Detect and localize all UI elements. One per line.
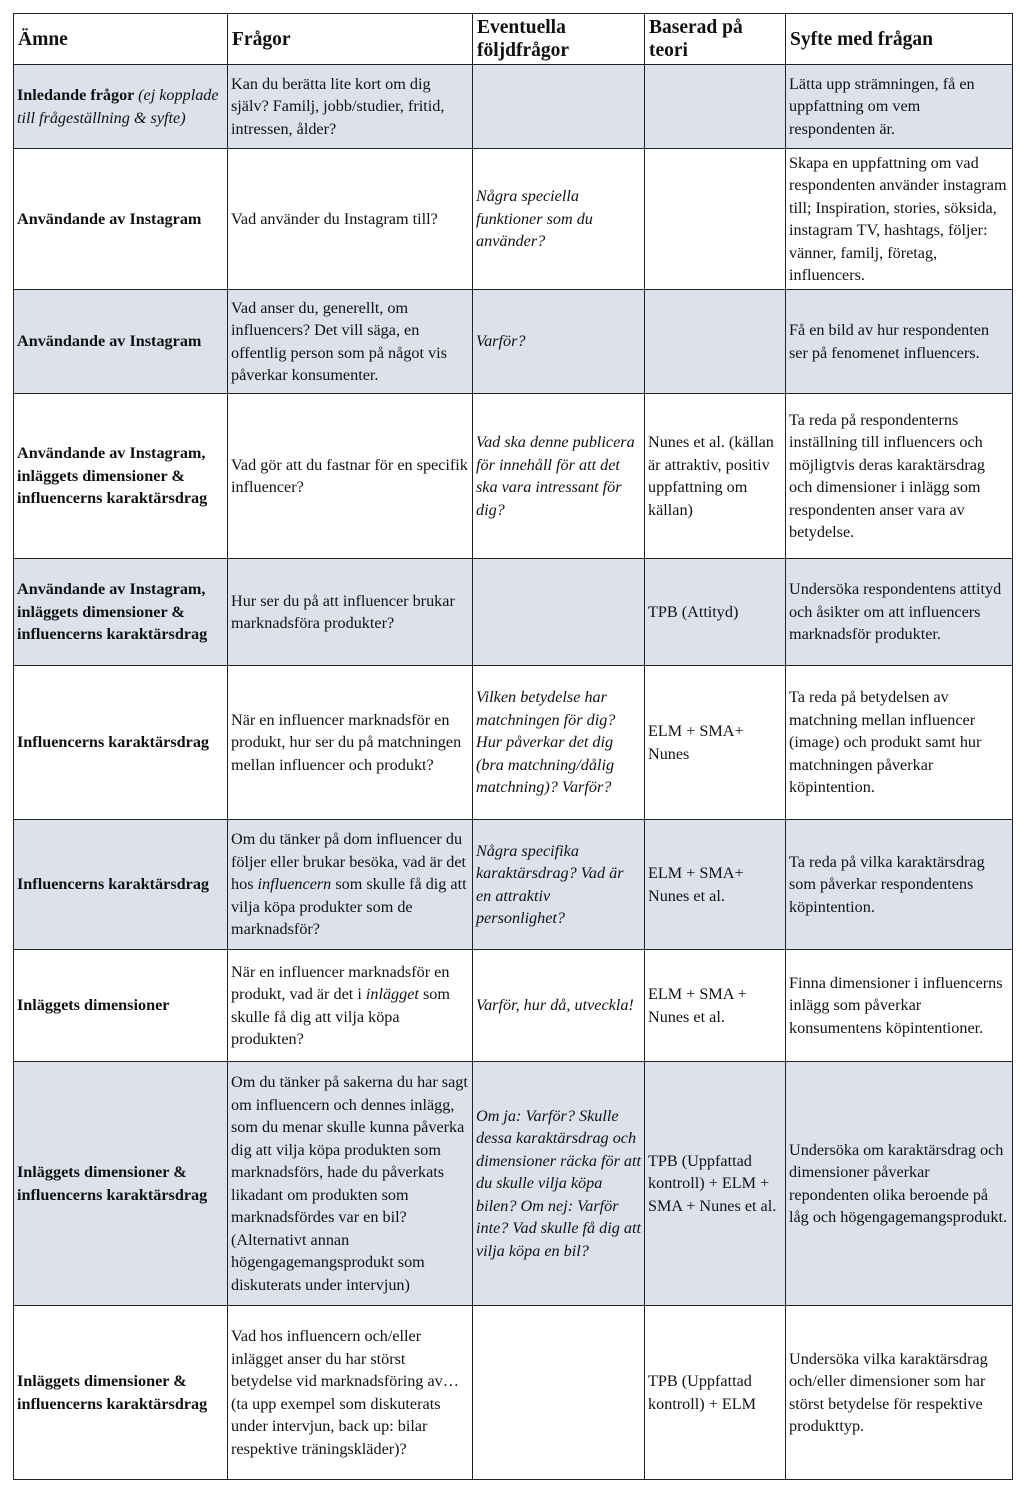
theory-cell [645, 149, 786, 290]
table-row [14, 149, 1013, 290]
topic-cell [14, 65, 228, 149]
purpose-cell: Undersöka respondentens attityd och åsikter om att influencers marknadsför produkter. [786, 559, 1013, 666]
purpose-cell: Ta reda på betydelsen av matchning mellan influencer (image) och produkt samt hur matchningen påverkar köpintention. [786, 666, 1013, 820]
theory-cell: TPB (Uppfattad kontroll) + ELM + SMA + Nunes et al. [645, 1062, 786, 1306]
followup-cell [473, 559, 645, 666]
question-text-pre: Om du tänker på dom influencer du följer eller brukar besöka, vad är det hos [231, 830, 467, 894]
theory-cell: ELM + SMA+ Nunes [645, 666, 786, 820]
topic-cell: Inläggets dimensioner [14, 950, 228, 1062]
purpose-cell: Ta reda på respondenterns inställning till influencers och möjligtvis deras karaktärsdrag och dimensioner i inlägg som respondenten anser vara av betydelse. [786, 394, 1013, 559]
table-row [14, 1062, 1013, 1306]
topic-note: (ej kopplade till frågeställning & syfte) [17, 86, 219, 127]
question-text-pre: När en influencer marknadsför en produkt, vad är det i [231, 962, 450, 1003]
followup-cell [473, 1306, 645, 1480]
topic-cell: Användande av Instagram, inläggets dimensioner & influencerns karaktärsdrag [14, 559, 228, 666]
question-emphasis: inlägget [365, 985, 419, 1003]
followup-cell: Varför, hur då, utveckla! [473, 950, 645, 1062]
question-cell [228, 820, 473, 950]
interview-guide-table [13, 13, 1013, 1480]
theory-cell: ELM + SMA+ Nunes et al. [645, 820, 786, 950]
question-text-post: som skulle få dig att vilja köpa produkten? [231, 985, 450, 1048]
topic-cell: Användande av Instagram, inläggets dimensioner & influencerns karaktärsdrag [14, 394, 228, 559]
topic-cell: Influencerns karaktärsdrag [14, 820, 228, 950]
question-cell: Vad gör att du fastnar för en specifik influencer? [228, 394, 473, 559]
question-cell: Vad använder du Instagram till? [228, 149, 473, 290]
header-teori: Baserad på teori [645, 14, 786, 65]
followup-cell: Vad ska denne publicera för innehåll för att det ska vara intressant för dig? [473, 394, 645, 559]
header-syfte: Syfte med frågan [786, 14, 1013, 65]
theory-cell: TPB (Attityd) [645, 559, 786, 666]
followup-cell: Varför? [473, 290, 645, 394]
followup-cell: Några specifika karaktärsdrag? Vad är en attraktiv personlighet? [473, 820, 645, 950]
table-row [14, 950, 1013, 1062]
topic-cell: Inläggets dimensioner & influencerns karaktärsdrag [14, 1306, 228, 1480]
purpose-cell: Undersöka om karaktärsdrag och dimensioner påverkar repondenten olika beroende på låg och högengagemangsprodukt. [786, 1062, 1013, 1306]
topic-cell: Inläggets dimensioner & influencerns karaktärsdrag [14, 1062, 228, 1306]
question-cell: När en influencer marknadsför en produkt, hur ser du på matchningen mellan influencer och produkt? [228, 666, 473, 820]
question-cell: Om du tänker på sakerna du har sagt om influencern och dennes inlägg, som du menar skulle kunna påverka dig att vilja köpa produkten som marknadsförs, hade du påverkats likadant om produkten som marknadsfördes var en bil? (Alternativt annan högengagemangsprodukt som diskuterats under intervjun) [228, 1062, 473, 1306]
followup-cell: Vilken betydelse har matchningen för dig? Hur påverkar det dig (bra matchning/dålig matchning)? Varför? [473, 666, 645, 820]
purpose-cell: Lätta upp strämningen, få en uppfattning om vem respondenten är. [786, 65, 1013, 149]
topic-cell: Influencerns karaktärsdrag [14, 666, 228, 820]
question-cell: Hur ser du på att influencer brukar marknadsföra produkter? [228, 559, 473, 666]
table-row [14, 290, 1013, 394]
question-cell: Vad hos influencern och/eller inlägget anser du har störst betydelse vid marknadsföring av…(ta upp exempel som diskuterats under intervjun, back up: bilar respektive träningskläder)? [228, 1306, 473, 1480]
table-row [14, 1306, 1013, 1480]
table-row [14, 65, 1013, 149]
followup-cell: Några speciella funktioner som du använder? [473, 149, 645, 290]
header-amne: Ämne [14, 14, 228, 65]
purpose-cell: Undersöka vilka karaktärsdrag och/eller dimensioner som har störst betydelse för respektive produkttyp. [786, 1306, 1013, 1480]
question-cell [228, 950, 473, 1062]
purpose-cell: Skapa en uppfattning om vad respondenten använder instagram till; Inspiration, stories, söksida, instagram TV, hashtags, följer: vänner, familj, företag, influencers. [786, 149, 1013, 290]
header-row [14, 14, 1013, 65]
table-row [14, 559, 1013, 666]
header-foljdfragor: Eventuella följdfrågor [473, 14, 645, 65]
purpose-cell: Ta reda på vilka karaktärsdrag som påverkar respondentens köpintention. [786, 820, 1013, 950]
theory-cell [645, 65, 786, 149]
purpose-cell: Få en bild av hur respondenten ser på fenomenet influencers. [786, 290, 1013, 394]
table-row [14, 394, 1013, 559]
question-cell: Kan du berätta lite kort om dig själv? Familj, jobb/studier, fritid, intressen, ålder? [228, 65, 473, 149]
table-row [14, 820, 1013, 950]
followup-cell: Om ja: Varför? Skulle dessa karaktärsdrag och dimensioner räcka för att du skulle vilja köpa bilen? Om nej: Varför inte? Vad skulle få dig att vilja köpa en bil? [473, 1062, 645, 1306]
theory-cell: Nunes et al. (källan är attraktiv, positiv uppfattning om källan) [645, 394, 786, 559]
followup-cell [473, 65, 645, 149]
topic-cell: Användande av Instagram [14, 290, 228, 394]
theory-cell: ELM + SMA + Nunes et al. [645, 950, 786, 1062]
header-fragor: Frågor [228, 14, 473, 65]
question-emphasis: influencern [257, 875, 332, 894]
theory-cell [645, 290, 786, 394]
table-row [14, 666, 1013, 820]
question-text-post: som skulle få dig att vilja köpa produkter som de marknadsför? [231, 875, 467, 939]
theory-cell: TPB (Uppfattad kontroll) + ELM [645, 1306, 786, 1480]
topic-cell: Användande av Instagram [14, 149, 228, 290]
topic-text: Inledande frågor [17, 86, 135, 104]
question-cell: Vad anser du, generellt, om influencers? Det vill säga, en offentlig person som på något vis påverkar konsumenter. [228, 290, 473, 394]
purpose-cell: Finna dimensioner i influencerns inlägg som påverkar konsumentens köpintentioner. [786, 950, 1013, 1062]
